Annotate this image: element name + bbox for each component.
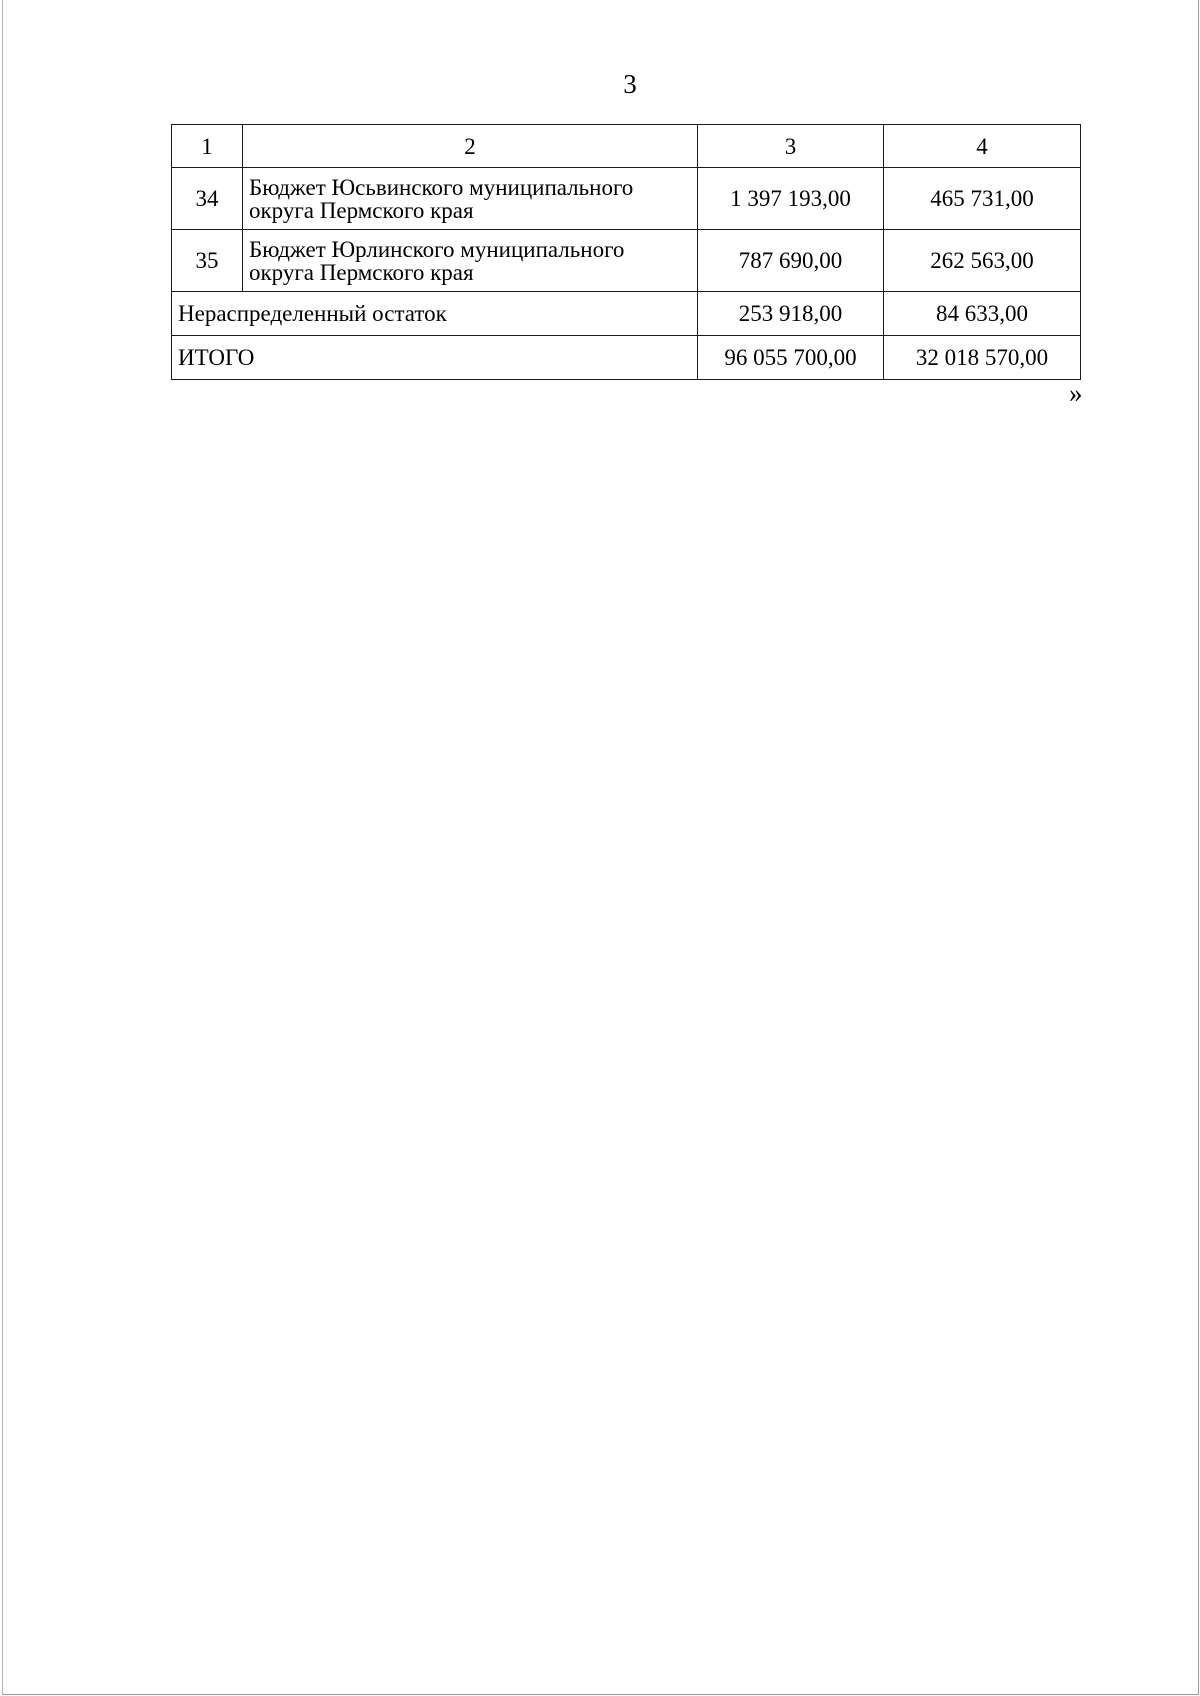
budget-name-cell	[243, 168, 698, 230]
amount-col3: 787 690,00	[698, 230, 884, 292]
page-number: 3	[623, 69, 637, 99]
budget-name-line: округа Пермского края	[249, 197, 474, 223]
total-label: ИТОГО	[172, 336, 698, 380]
budget-name-line: Бюджет Юсьвинского муниципального	[249, 174, 634, 200]
total-col4: 32 018 570,00	[884, 336, 1081, 380]
amount-col3: 1 397 193,00	[698, 168, 884, 230]
amount-col4: 465 731,00	[884, 168, 1081, 230]
column-header-2: 2	[243, 125, 698, 168]
undistributed-col4: 84 633,00	[884, 292, 1081, 336]
undistributed-label: Нераспределенный остаток	[172, 292, 698, 336]
column-header-4: 4	[884, 125, 1081, 168]
closing-quote: »	[1069, 378, 1083, 408]
budget-name-line: Бюджет Юрлинского муниципального	[249, 236, 625, 262]
amount-col4: 262 563,00	[884, 230, 1081, 292]
total-row	[172, 336, 1081, 380]
column-header-1: 1	[172, 125, 243, 168]
column-header-3: 3	[698, 125, 884, 168]
budget-table	[171, 124, 1081, 380]
undistributed-row	[172, 292, 1081, 336]
total-col3: 96 055 700,00	[698, 336, 884, 380]
table-row	[172, 230, 1081, 292]
budget-name-line: округа Пермского края	[249, 259, 474, 285]
undistributed-col3: 253 918,00	[698, 292, 884, 336]
budget-name-cell	[243, 230, 698, 292]
row-number: 35	[172, 230, 243, 292]
table-row	[172, 168, 1081, 230]
table-header-row	[172, 125, 1081, 168]
row-number: 34	[172, 168, 243, 230]
